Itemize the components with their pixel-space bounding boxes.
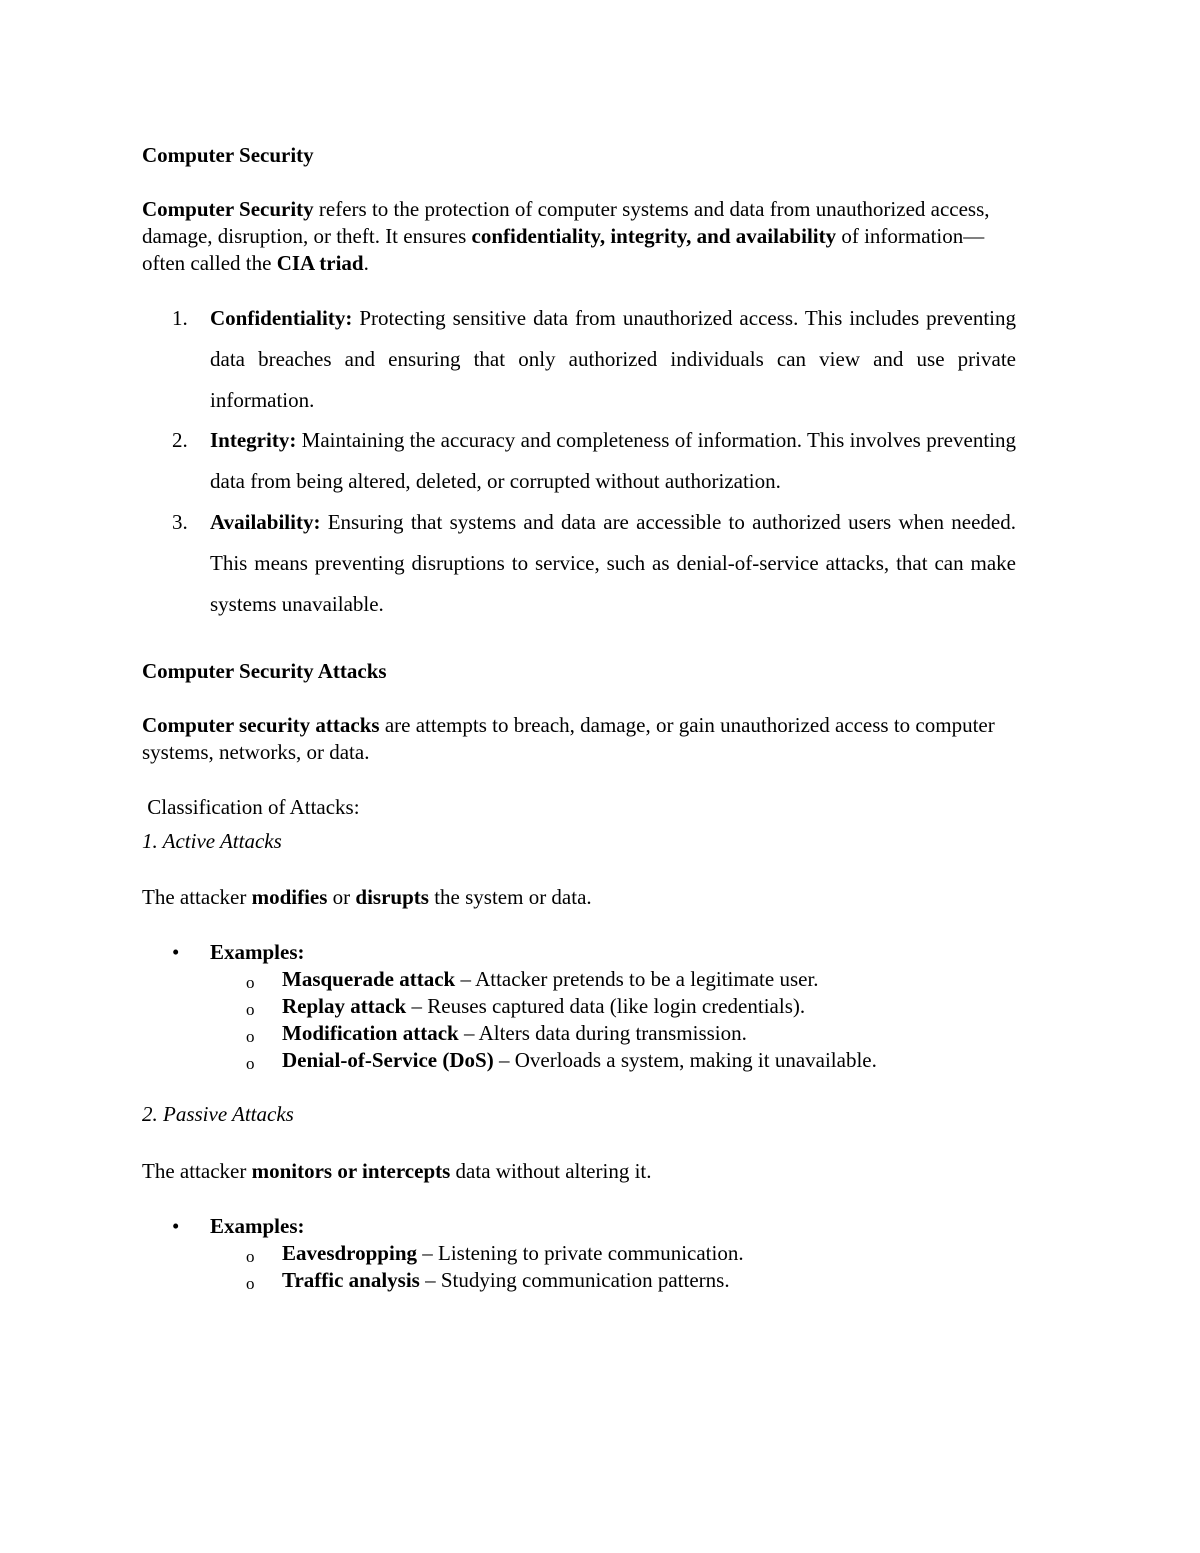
active-desc-post: the system or data. [428, 885, 592, 909]
intro-triad-bold: CIA triad [276, 251, 364, 275]
intro-cia-bold: confidentiality, integrity, and availability [471, 224, 837, 248]
active-desc-bold-2: disrupts [355, 885, 429, 909]
passive-attacks-heading [142, 1101, 1018, 1128]
doc-title-text: Computer Security [142, 143, 314, 167]
cia-item-text: Maintaining the accuracy and completeness of information. This involves preventing data from being altered, deleted, or corrupted without authorization. [210, 428, 1016, 493]
example-desc: – Attacker pretends to be a legitimate user. [455, 967, 819, 991]
cia-item-number: 3. [172, 510, 188, 534]
bullet-icon: • [172, 1214, 180, 1238]
cia-item-text: Protecting sensitive data from unauthorized access. This includes preventing data breaches and ensuring that only authorized individuals can view and use private information. [210, 306, 1016, 412]
cia-item-body [210, 298, 1016, 421]
sub-bullet-icon: o [246, 1027, 255, 1046]
active-desc-bold-1: modifies [251, 885, 328, 909]
example-text [282, 993, 805, 1020]
active-desc-pre: The attacker [142, 885, 252, 909]
example-term: Replay attack [282, 994, 407, 1018]
example-desc: – Reuses captured data (like login credentials). [406, 994, 806, 1018]
example-text [282, 1240, 744, 1267]
attacks-heading [142, 658, 1018, 685]
passive-desc-pre: The attacker [142, 1159, 252, 1183]
active-desc-mid: or [327, 885, 356, 909]
example-term: Masquerade attack [282, 967, 456, 991]
example-term: Eavesdropping [282, 1241, 417, 1265]
intro-text-1: refers to the protection of computer systems and data from unauthorized access, damage, disruption, or theft. It ensures [142, 197, 990, 248]
example-desc: – Studying communication patterns. [419, 1268, 730, 1292]
cia-item-term: Availability: [210, 510, 321, 534]
passive-desc-post: data without altering it. [450, 1159, 652, 1183]
cia-item-number: 1. [172, 306, 188, 330]
cia-item-text: Ensuring that systems and data are accessible to authorized users when needed. This means preventing disruptions to service, such as denial-of-service attacks, that can make systems unavailable. [210, 510, 1016, 616]
classification-label: Classification of Attacks: [142, 795, 360, 819]
attacks-intro-text: are attempts to breach, damage, or gain unauthorized access to computer systems, networks, or data. [142, 713, 995, 764]
sub-bullet-icon: o [246, 1054, 255, 1073]
examples-label: Examples: [210, 1214, 305, 1238]
active-attacks-heading-text: 1. Active Attacks [142, 829, 282, 853]
sub-bullet-icon: o [246, 1247, 255, 1266]
example-term: Traffic analysis [282, 1268, 420, 1292]
sub-bullet-icon: o [246, 973, 255, 992]
sub-bullet-icon: o [246, 1000, 255, 1019]
cia-item-body [210, 502, 1016, 625]
example-text [282, 1047, 877, 1074]
passive-attacks-description [142, 1158, 1018, 1185]
active-attacks-description [142, 884, 1018, 911]
intro-term: Computer Security [142, 197, 314, 221]
bullet-icon: • [172, 940, 180, 964]
intro-text-2: of information—often called the [142, 224, 985, 275]
cia-item-body [210, 420, 1016, 502]
active-attacks-heading [142, 828, 1018, 855]
example-text [282, 1020, 747, 1047]
cia-item-term: Confidentiality: [210, 306, 353, 330]
example-text [282, 1267, 730, 1294]
attacks-intro-paragraph [142, 712, 1018, 766]
passive-desc-bold: monitors or intercepts [251, 1159, 451, 1183]
cia-item-number: 2. [172, 428, 188, 452]
attacks-heading-text: Computer Security Attacks [142, 659, 387, 683]
examples-label: Examples: [210, 940, 305, 964]
example-text [282, 966, 819, 993]
example-desc: – Alters data during transmission. [458, 1021, 747, 1045]
passive-attacks-heading-text: 2. Passive Attacks [142, 1102, 294, 1126]
attacks-intro-term: Computer security attacks [142, 713, 380, 737]
intro-text-3: . [363, 251, 369, 275]
sub-bullet-icon: o [246, 1274, 255, 1293]
example-desc: – Listening to private communication. [417, 1241, 744, 1265]
cia-item-term: Integrity: [210, 428, 297, 452]
example-term: Denial-of-Service (DoS) [282, 1048, 494, 1072]
example-desc: – Overloads a system, making it unavailable. [493, 1048, 877, 1072]
doc-title [142, 142, 1018, 169]
intro-paragraph [142, 196, 1018, 277]
example-term: Modification attack [282, 1021, 459, 1045]
